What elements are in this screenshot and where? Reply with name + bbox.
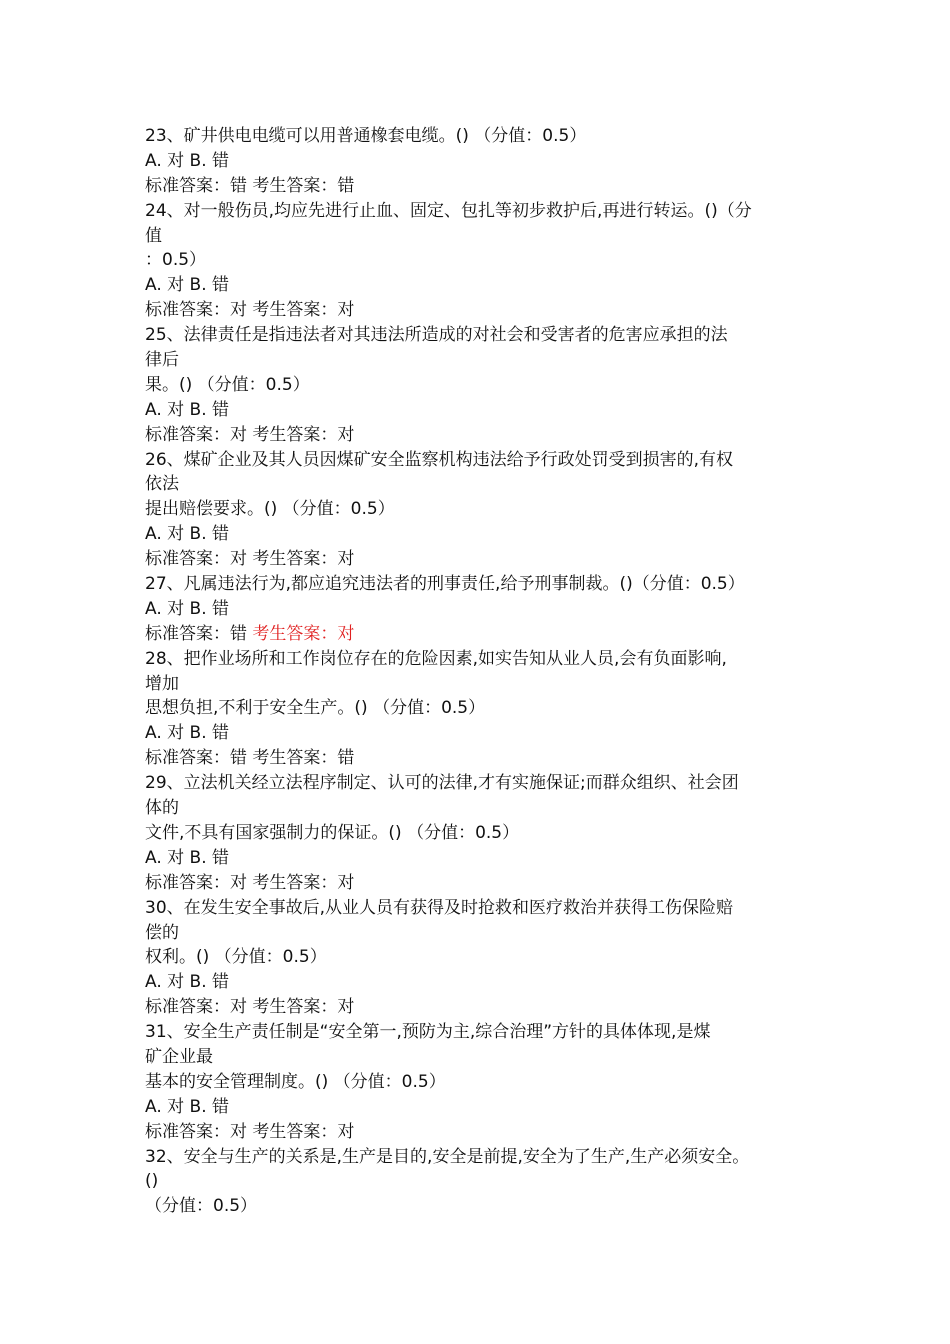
text-line: (): [145, 1171, 159, 1192]
examinee-answer-wrong: 考生答案：对: [252, 623, 355, 644]
text-line: 值: [145, 225, 162, 246]
text-line: 文件,不具有国家强制力的保证。() （分值：0.5）: [145, 822, 520, 843]
text-line: A. 对 B. 错: [145, 275, 230, 296]
text-line: （分值：0.5）: [145, 1196, 258, 1217]
text-line: 矿企业最: [145, 1046, 213, 1067]
text-line: 31、安全生产责任制是“安全第一,预防为主,综合治理”方针的具体体现,是煤: [145, 1022, 711, 1043]
text-line: 标准答案：错 考生答案：错: [145, 175, 355, 196]
text-line: 标准答案：对 考生答案：对: [145, 549, 355, 570]
text-line: 26、煤矿企业及其人员因煤矿安全监察机构违法给予行政处罚受到损害的,有权: [145, 449, 734, 470]
text-line: 标准答案：对 考生答案：对: [145, 300, 355, 321]
text-line: A. 对 B. 错: [145, 1096, 230, 1117]
text-line: ：0.5）: [145, 250, 207, 271]
text-line: 32、安全与生产的关系是,生产是目的,安全是前提,安全为了生产,生产必须安全。: [145, 1146, 750, 1167]
text-line: 25、法律责任是指违法者对其违法所造成的对社会和受害者的危害应承担的法: [145, 325, 728, 346]
text-line: 基本的安全管理制度。() （分值：0.5）: [145, 1071, 446, 1092]
text-line: 标准答案：对 考生答案：对: [145, 997, 355, 1018]
text-line: A. 对 B. 错: [145, 399, 230, 420]
text-line: 依法: [145, 474, 179, 495]
text-line: 28、把作业场所和工作岗位存在的危险因素,如实告知从业人员,会有负面影响,: [145, 648, 727, 669]
text-line: 提出赔偿要求。() （分值：0.5）: [145, 499, 395, 520]
text-line: 标准答案：对 考生答案：对: [145, 424, 355, 445]
text-line: 标准答案：对 考生答案：对: [145, 1121, 355, 1142]
text-line: 体的: [145, 798, 179, 819]
text-line: 标准答案：错 考生答案：错: [145, 748, 355, 769]
text-line: 增加: [145, 673, 179, 694]
text-line: 标准答案：对 考生答案：对: [145, 872, 355, 893]
text-line: A. 对 B. 错: [145, 524, 230, 545]
text-line: A. 对 B. 错: [145, 150, 230, 171]
text-line: 偿的: [145, 922, 179, 943]
text-line: A. 对 B. 错: [145, 598, 230, 619]
text-line: A. 对 B. 错: [145, 723, 230, 744]
document-page: [145, 124, 835, 1219]
text-line: 律后: [145, 350, 179, 371]
text-line: 24、对一般伤员,均应先进行止血、固定、包扎等初步救护后,再进行转运。()（分: [145, 200, 752, 221]
answer-line-q27: [145, 622, 835, 647]
text-line: 23、矿井供电电缆可以用普通橡套电缆。() （分值：0.5）: [145, 126, 587, 146]
text-line: 30、在发生安全事故后,从业人员有获得及时抢救和医疗救治并获得工伤保险赔: [145, 897, 734, 918]
text-line: 果。() （分值：0.5）: [145, 374, 310, 395]
text-line: A. 对 B. 错: [145, 972, 230, 993]
text-line: 27、凡属违法行为,都应追究违法者的刑事责任,给予刑事制裁。()（分值：0.5）: [145, 574, 745, 595]
text-line: 思想负担,不利于安全生产。() （分值：0.5）: [145, 698, 486, 719]
text-line: 29、立法机关经立法程序制定、认可的法律,才有实施保证;而群众组织、社会团: [145, 773, 739, 794]
text-line: 权利。() （分值：0.5）: [145, 947, 327, 968]
standard-answer: 标准答案：错: [145, 623, 247, 644]
text-line: A. 对 B. 错: [145, 847, 230, 868]
